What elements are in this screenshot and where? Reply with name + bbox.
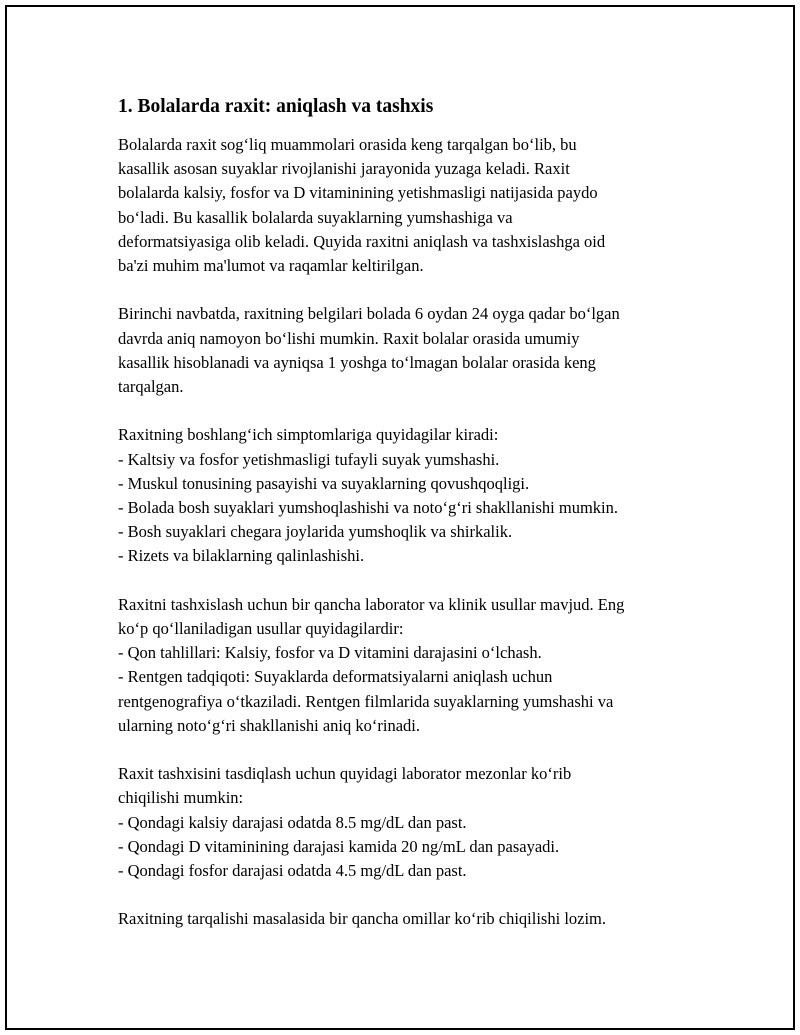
- list-item: - Qondagi D vitaminining darajasi kamida 20 ng/mL dan pasayadi.: [118, 836, 560, 856]
- text-line: ko‘p qo‘llaniladigan usullar quyidagilardir:: [118, 619, 404, 639]
- text-line: tarqalgan.: [118, 377, 184, 397]
- text-line: Raxit tashxisini tasdiqlash uchun quyidagi laborator mezonlar ko‘rib: [118, 764, 572, 784]
- text-line: ba'zi muhim ma'lumot va raqamlar keltirilgan.: [118, 256, 424, 276]
- paragraph-age-range: [118, 302, 693, 399]
- document-body: [118, 95, 693, 956]
- list-item: - Muskul tonusining pasayishi va suyaklarning qovushqoqligi.: [118, 473, 530, 493]
- paragraph-diagnosis-methods: [118, 593, 693, 738]
- text-line: chiqilishi mumkin:: [118, 788, 244, 808]
- paragraph-symptoms: [118, 423, 693, 568]
- text-line: davrda aniq namoyon bo‘lishi mumkin. Raxit bolalar orasida umumiy: [118, 328, 580, 348]
- text-line: Raxitning tarqalishi masalasida bir qancha omillar ko‘rib chiqilishi lozim.: [118, 909, 607, 929]
- list-item: - Bosh suyaklari chegara joylarida yumshoqlik va shirkalik.: [118, 522, 513, 542]
- text-line: Raxitni tashxislash uchun bir qancha laborator va klinik usullar mavjud. Eng: [118, 594, 625, 614]
- list-item: - Qondagi kalsiy darajasi odatda 8.5 mg/dL dan past.: [118, 812, 467, 832]
- text-line: Bolalarda raxit sog‘liq muammolari orasida keng tarqalgan bo‘lib, bu: [118, 135, 577, 154]
- text-line: Birinchi navbatda, raxitning belgilari bolada 6 oydan 24 oyga qadar bo‘lgan: [118, 304, 620, 324]
- text-line: rentgenografiya o‘tkaziladi. Rentgen filmlarida suyaklarning yumshashi va: [118, 691, 614, 711]
- list-item: - Qondagi fosfor darajasi odatda 4.5 mg/dL dan past.: [118, 861, 467, 881]
- paragraph-prevalence: [118, 907, 693, 931]
- list-item: - Rizets va bilaklarning qalinlashishi.: [118, 546, 365, 566]
- text-line: kasallik hisoblanadi va ayniqsa 1 yoshga to‘lmagan bolalar orasida keng: [118, 352, 596, 372]
- list-item: - Rentgen tadqiqoti: Suyaklarda deformatsiyalarni aniqlash uchun: [118, 667, 553, 687]
- text-line: deformatsiyasiga olib keladi. Quyida raxitni aniqlash va tashxislashga oid: [118, 231, 606, 251]
- paragraph-lab-criteria: [118, 762, 693, 883]
- text-line: bo‘ladi. Bu kasallik bolalarda suyaklarning yumshashiga va: [118, 207, 513, 227]
- list-item: - Kaltsiy va fosfor yetishmasligi tufayli suyak yumshashi.: [118, 449, 500, 469]
- list-item: - Qon tahlillari: Kalsiy, fosfor va D vitamini darajasini o‘lchash.: [118, 643, 542, 663]
- text-line: ularning noto‘g‘ri shakllanishi aniq ko‘rinadi.: [118, 715, 420, 735]
- list-item: - Bolada bosh suyaklari yumshoqlashishi va noto‘g‘ri shakllanishi mumkin.: [118, 498, 618, 518]
- text-line: kasallik asosan suyaklar rivojlanishi jarayonida yuzaga keladi. Raxit: [118, 159, 570, 179]
- text-line: bolalarda kalsiy, fosfor va D vitaminining yetishmasligi natijasida paydo: [118, 183, 598, 203]
- paragraph-intro: [118, 133, 693, 278]
- document-title: 1. Bolalarda raxit: aniqlash va tashxis: [118, 96, 434, 117]
- text-line: Raxitning boshlang‘ich simptomlariga quyidagilar kiradi:: [118, 425, 499, 445]
